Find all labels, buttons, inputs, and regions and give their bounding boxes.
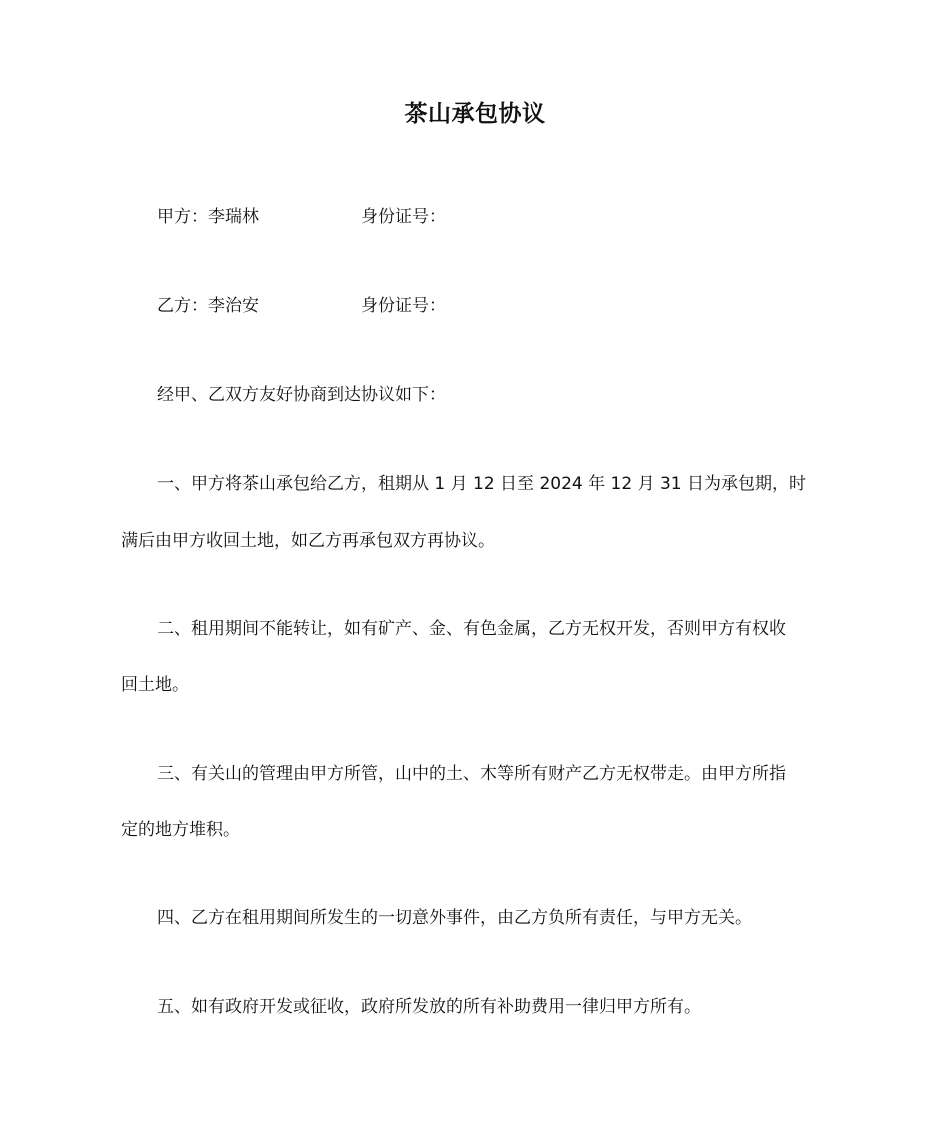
clause-3-line-1: 三、有关山的管理由甲方所管，山中的土、木等所有财产乙方无权带走。由甲方所指: [157, 764, 786, 784]
clause-4: 四、乙方在租用期间所发生的一切意外事件，由乙方负所有责任，与甲方无关。: [157, 908, 752, 928]
clause-1-line-1: 一、甲方将茶山承包给乙方，租期从 1 月 12 日至 2024 年 12 月 31 日为承包期，时: [157, 474, 807, 494]
clause-1-line-2: 满后由甲方收回土地，如乙方再承包双方再协议。: [121, 531, 495, 551]
clause-2-line-2: 回土地。: [121, 675, 189, 695]
party-a-id-label: 身份证号：: [361, 207, 446, 227]
party-b-name: 乙方：李治安: [157, 296, 259, 316]
clause-3-line-2: 定的地方堆积。: [121, 820, 240, 840]
party-a-name: 甲方：李瑞林: [157, 207, 259, 227]
document-title: 茶山承包协议: [404, 101, 546, 127]
clause-2-line-1: 二、租用期间不能转让，如有矿产、金、有色金属，乙方无权开发，否则甲方有权收: [157, 619, 786, 639]
party-b-id-label: 身份证号：: [361, 296, 446, 316]
intro-text: 经甲、乙双方友好协商到达协议如下：: [157, 385, 446, 405]
clause-5: 五、如有政府开发或征收，政府所发放的所有补助费用一律归甲方所有。: [157, 997, 701, 1017]
